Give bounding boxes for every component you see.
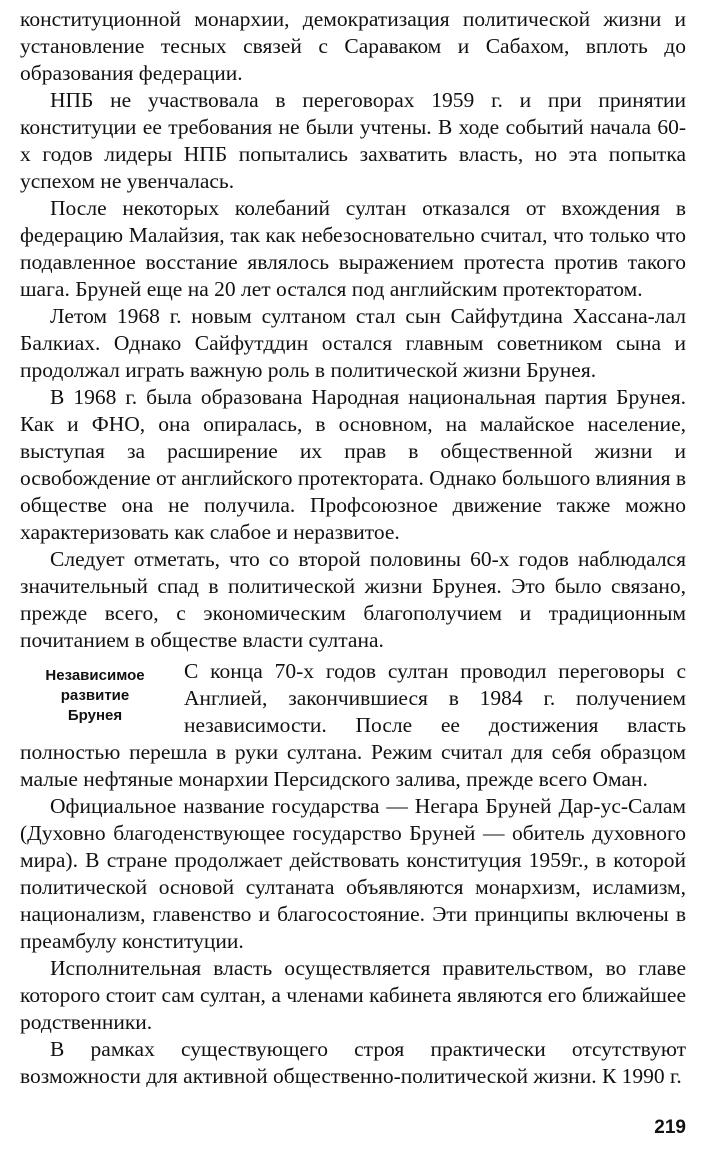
paragraph-national-party: В 1968 г. была образована Народная национальная партия Брунея. Как и ФНО, она опиралась, в основном, на малайское население, выступая за расширение их прав в общественной жизни и освобождение от английского протектората. Однако большого влияния в обществе она не получила. Профсоюзное движение также можно характеризовать как слабое и неразвитое. <box>20 385 686 544</box>
section-heading-line: Брунея <box>67 707 123 724</box>
paragraph-independence: С конца 70-х годов султан проводил переговоры с Англией, закончившиеся в 1984 г. получением независимости. После ее достижения власть полностью перешла в руки султана. Режим считал для себя образцом малые нефтяные монархии Персидского залива, прежде всего Оман. <box>20 659 686 791</box>
section-two <box>20 658 686 1090</box>
paragraph-new-sultan: Летом 1968 г. новым султаном стал сын Сайфутдина Хассана-лал Балкиах. Однако Сайфутддин остался главным советником сына и продолжал играть важную роль в политической жизни Брунея. <box>20 304 686 382</box>
section-heading-line: Независимое <box>45 667 145 684</box>
paragraph-decline: Следует отметать, что со второй половины 60-х годов наблюдался значительный спад в политической жизни Брунея. Это было связано, прежде всего, с экономическим благополучием и традиционным почитанием в обществе власти султана. <box>20 547 686 652</box>
paragraph-executive: Исполнительная власть осуществляется правительством, во главе которого стоит сам султан, а членами кабинета являются его ближайшее родственники. <box>20 956 686 1034</box>
page-number: 219 <box>654 1117 686 1138</box>
paragraph-official-name: Официальное название государства — Негара Бруней Дар-ус-Салам (Духовно благоденствующее государство Бруней — обитель духовного мира). В стране продолжает действовать конституция 1959г., в которой политической основой султаната объявляются монархизм, исламизм, национализм, главенство и благосостояние. Эти принципы включены в преамбулу конституции. <box>20 794 686 953</box>
paragraph-federation: После некоторых колебаний султан отказался от вхождения в федерацию Малайзия, так как небезосновательно считал, что только что подавленное восстание являлось выражением протеста против такого шага. Бруней еще на 20 лет остался под английским протекторатом. <box>20 196 686 301</box>
paragraph-npb: НПБ не участвовала в переговорах 1959 г. и при принятии конституции ее требования не были учтены. В ходе событий начала 60-х годов лидеры НПБ попытались захватить власть, но эта попытка успехом не увенчалась. <box>20 88 686 193</box>
section-heading <box>20 666 170 726</box>
section-one <box>20 6 686 654</box>
section-heading-line: развитие <box>60 687 130 704</box>
paragraph-political-life: В рамках существующего строя практически отсутствуют возможности для активной общественно-политической жизни. К 1990 г. <box>20 1037 686 1088</box>
paragraph-continuation: конституционной монархии, демократизация политической жизни и установление тесных связей с Сараваком и Сабахом, вплоть до образования федерации. <box>20 7 686 85</box>
